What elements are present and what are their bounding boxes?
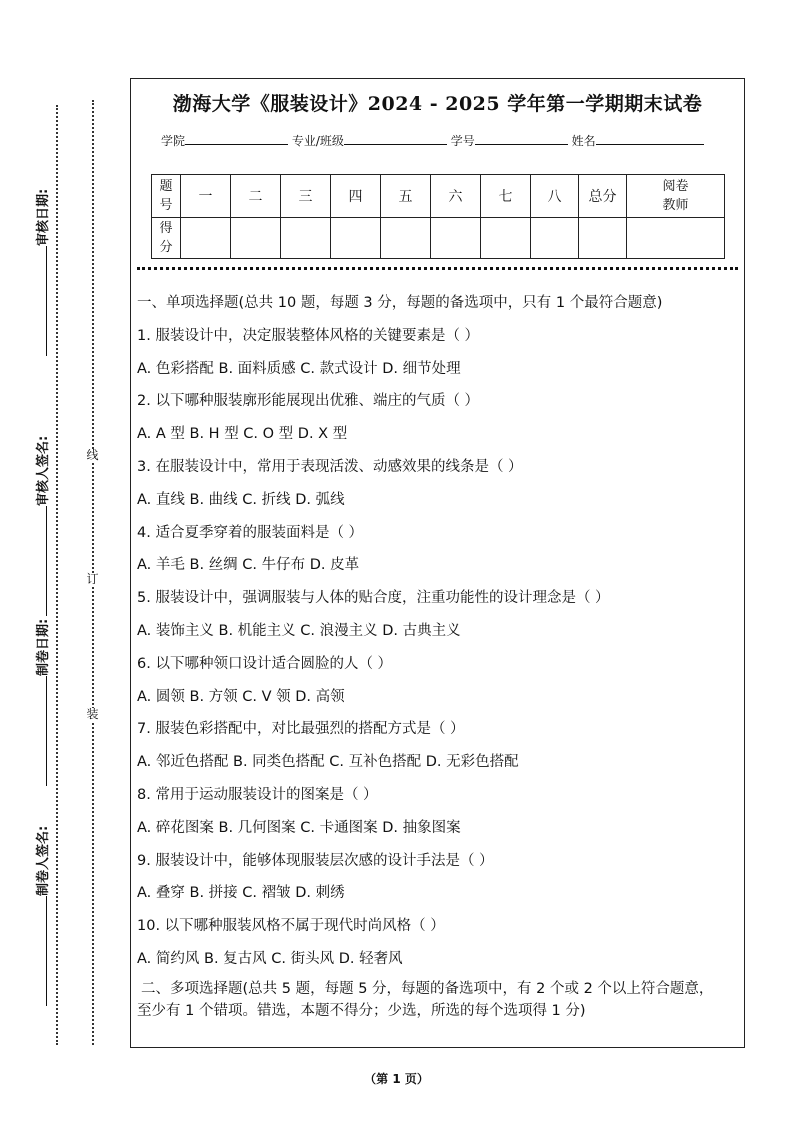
exam-title: 渤海大学《服装设计》2024 - 2025 学年第一学期期末试卷 [172,93,703,115]
question-10-options: A. 简约风 B. 复古风 C. 街头风 D. 轻奢风 [137,950,403,967]
college-input[interactable] [185,132,288,145]
question-9-options: A. 叠穿 B. 拼接 C. 褶皱 D. 刺绣 [137,885,345,902]
section2-heading [137,978,738,1022]
score-cell[interactable] [181,218,231,259]
student-id-input[interactable] [475,132,568,145]
col-header: 六 [431,175,481,218]
score-cell[interactable] [481,218,531,259]
question-5-options: A. 装饰主义 B. 机能主义 C. 浪漫主义 D. 古典主义 [137,622,461,639]
question-1-options: A. 色彩搭配 B. 面料质感 C. 款式设计 D. 细节处理 [137,360,461,377]
exam-frame [130,78,745,1048]
audit-date-blank[interactable] [36,246,47,356]
name-input[interactable] [596,132,704,145]
col-header: 二 [231,175,281,218]
compile-date-blank[interactable] [36,676,47,786]
section-divider [137,267,738,270]
student-id-label: 学号 [450,134,475,148]
question-7-options: A. 邻近色搭配 B. 同类色搭配 C. 互补色搭配 D. 无彩色搭配 [137,754,519,771]
score-cell[interactable] [431,218,481,259]
page-number: （第 1 页） [364,1072,429,1086]
question-7: 7. 服装色彩搭配中，对比最强烈的搭配方式是（ ） [137,721,465,738]
name-label: 姓名 [571,134,596,148]
col-header: 五 [381,175,431,218]
score-cell[interactable] [331,218,381,259]
college-label: 学院 [161,134,186,148]
student-info-row [161,132,704,149]
score-cell[interactable] [231,218,281,259]
question-body [137,287,738,1022]
binding-strip [0,0,125,1122]
section2-heading-line1: 二、多项选择题(总共 5 题，每题 5 分，每题的备选项中，有 2 个或 2 个以上符合题意， [141,980,714,997]
col-header: 一 [181,175,231,218]
section1-heading: 一、单项选择题(总共 10 题，每题 3 分，每题的备选项中，只有 1 个最符合题意) [137,295,663,311]
col-header: 八 [531,175,579,218]
major-input[interactable] [344,132,447,145]
question-9: 9. 服装设计中，能够体现服装层次感的设计手法是（ ） [137,852,494,869]
binding-mark-fold: 装 [86,707,99,721]
col-header-total: 总分 [579,175,627,218]
binding-mark-order: 订 [86,572,99,586]
question-1: 1. 服装设计中，决定服装整体风格的关键要素是（ ） [137,327,480,344]
question-3: 3. 在服装设计中，常用于表现活泼、动感效果的线条是（ ） [137,458,523,475]
question-10: 10. 以下哪种服装风格不属于现代时尚风格（ ） [137,918,445,935]
binding-dotted-line-outer [56,105,58,1045]
question-6-options: A. 圆领 B. 方领 C. V 领 D. 高领 [137,688,345,705]
section2-heading-line2: 至少有 1 个错项。错选，本题不得分；少选，所选的每个选项得 1 分) [137,1002,586,1019]
score-cell[interactable] [531,218,579,259]
question-6: 6. 以下哪种领口设计适合圆脸的人（ ） [137,655,393,672]
compile-date-field: 制卷日期: [32,617,51,790]
question-2: 2. 以下哪种服装廓形能展现出优雅、端庄的气质（ ） [137,393,480,410]
auditor-sign-field: 审核人签名: [32,434,51,620]
score-cell[interactable] [381,218,431,259]
score-table [151,174,725,259]
score-table-header-row [152,175,725,218]
compiler-sign-field: 制卷人签名: [32,824,51,1010]
score-row-header: 得 分 [152,218,181,259]
question-8: 8. 常用于运动服装设计的图案是（ ） [137,786,378,803]
score-cell-total[interactable] [579,218,627,259]
question-number-header: 题 号 [152,175,181,218]
question-8-options: A. 碎花图案 B. 几何图案 C. 卡通图案 D. 抽象图案 [137,819,461,836]
col-header: 七 [481,175,531,218]
question-2-options: A. A 型 B. H 型 C. O 型 D. X 型 [137,426,348,443]
score-table-score-row [152,218,725,259]
grader-header: 阅卷 教师 [627,175,725,218]
col-header: 三 [281,175,331,218]
grader-cell[interactable] [627,218,725,259]
question-4-options: A. 羊毛 B. 丝绸 C. 牛仔布 D. 皮革 [137,557,360,574]
question-4: 4. 适合夏季穿着的服装面料是（ ） [137,524,364,541]
question-5: 5. 服装设计中，强调服装与人体的贴合度，注重功能性的设计理念是（ ） [137,590,610,607]
col-header: 四 [331,175,381,218]
major-label: 专业/班级 [291,134,344,148]
auditor-sign-blank[interactable] [36,506,47,616]
question-3-options: A. 直线 B. 曲线 C. 折线 D. 弧线 [137,491,345,508]
compiler-sign-blank[interactable] [36,896,47,1006]
score-cell[interactable] [281,218,331,259]
binding-mark-line: 线 [86,448,99,462]
audit-date-field: 审核日期: [32,187,51,360]
